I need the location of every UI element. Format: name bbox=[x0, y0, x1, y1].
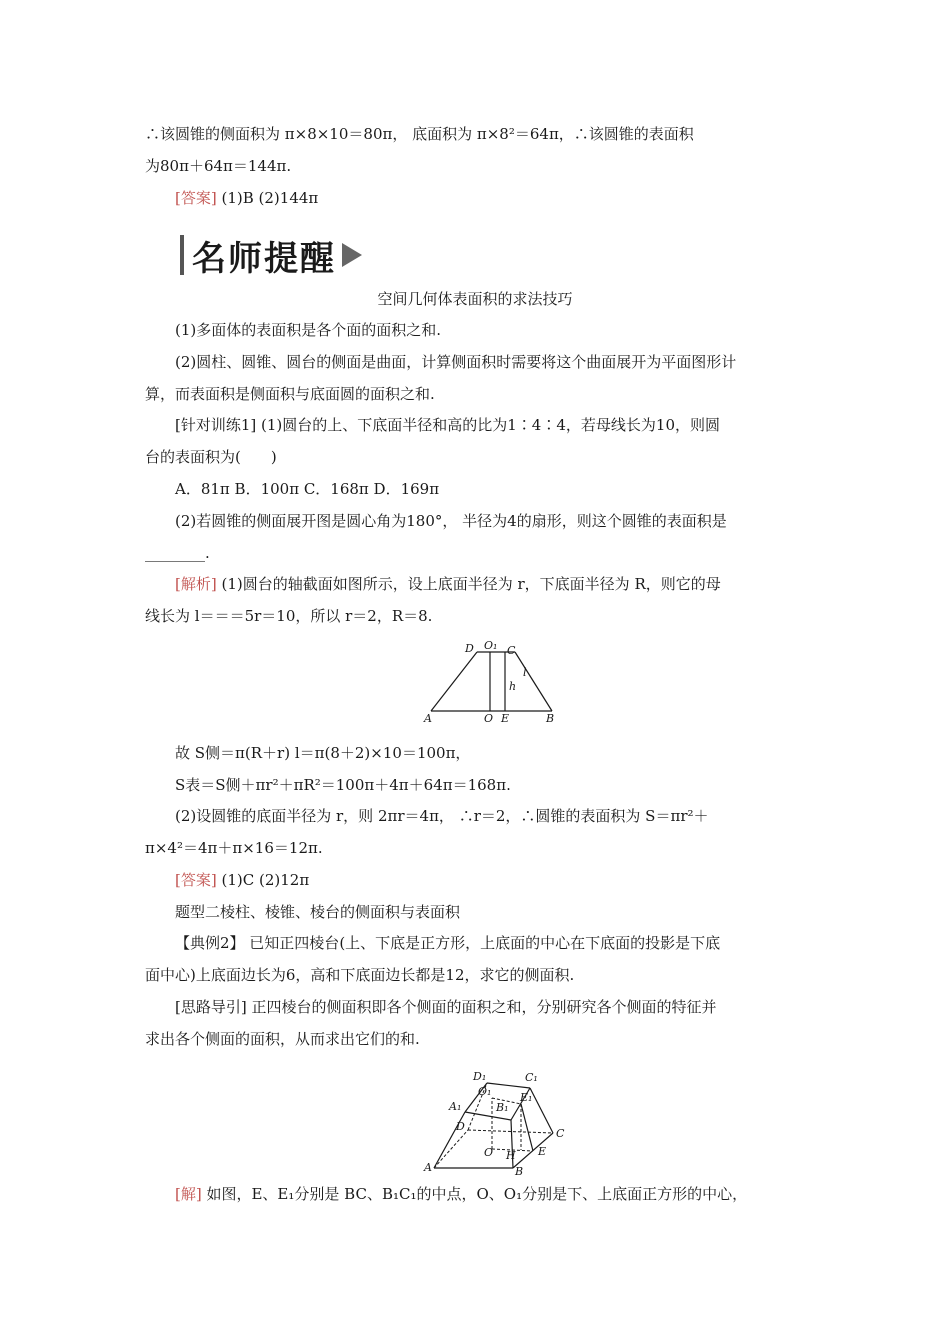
label-B: B bbox=[515, 1165, 524, 1176]
text-line: 线长为 l＝＝＝5r＝10，所以 r＝2，R＝8. bbox=[145, 607, 433, 625]
label-B: B bbox=[546, 712, 555, 725]
label-O: O bbox=[484, 712, 494, 725]
answer-line bbox=[175, 870, 309, 890]
text-line: (2)设圆锥的底面半径为 r，则 2πr＝4π， ∴r＝2，∴圆锥的表面积为 S＝πr²＋ bbox=[175, 807, 709, 825]
edge-ad bbox=[431, 652, 477, 711]
text-line: 面中心)上底面边长为6，高和下底面边长都是12，求它的侧面积. bbox=[145, 966, 575, 984]
edge-dc bbox=[468, 1130, 553, 1133]
label-O: O bbox=[484, 1146, 494, 1159]
choices-line: A．81π B．100π C．168π D．169π bbox=[175, 480, 440, 498]
label-l: l bbox=[523, 666, 527, 679]
formula-line: 故 S侧＝π(R＋r) l＝π(8＋2)×10＝100π， bbox=[175, 744, 471, 762]
text-line: π×4²＝4π＋π×16＝12π. bbox=[145, 839, 323, 857]
answer-tag: [答案] bbox=[175, 871, 217, 889]
solution-text: 如图，E、E₁分别是 BC、B₁C₁的中点，O、O₁分别是下、上底面正方形的中心， bbox=[201, 1185, 748, 1203]
text-line: 【典例2】 已知正四棱台(上、下底是正方形，上底面的中心在下底面的投影是下底 bbox=[175, 934, 721, 952]
text-line: 台的表面积为( ) bbox=[145, 448, 277, 466]
label-D: D bbox=[456, 1120, 465, 1133]
label-A: A bbox=[424, 712, 432, 725]
answer-tag: [答案] bbox=[175, 189, 217, 207]
text-line: 算，而表面积是侧面积与底面圆的面积之和. bbox=[145, 385, 435, 403]
text-line: (1)多面体的表面积是各个面的面积之和. bbox=[175, 321, 442, 339]
text-line: 求出各个侧面的面积，从而求出它们的和. bbox=[145, 1030, 420, 1048]
label-C: C bbox=[556, 1127, 565, 1140]
text-line: ∴该圆锥的侧面积为 π×8×10＝80π， 底面积为 π×8²＝64π，∴该圆锥的表面积 bbox=[145, 125, 694, 143]
edge-cc1 bbox=[530, 1088, 553, 1133]
triangle-arrow-icon bbox=[342, 243, 362, 267]
analysis-tag: [解析] bbox=[175, 575, 217, 593]
analysis-line bbox=[175, 574, 721, 594]
text-line: [针对训练1] (1)圆台的上、下底面半径和高的比为1∶4∶4，若母线长为10，则圆 bbox=[175, 416, 720, 434]
text-line: 为80π＋64π＝144π. bbox=[145, 157, 292, 175]
answer-text: (1)B (2)144π bbox=[216, 189, 319, 207]
solution-tag: [解] bbox=[175, 1185, 202, 1203]
edge-bc bbox=[515, 652, 552, 711]
square-frustum-figure bbox=[420, 1064, 575, 1176]
label-A1: A₁ bbox=[449, 1100, 462, 1113]
solution-line bbox=[175, 1184, 747, 1204]
label-O1: O₁ bbox=[484, 639, 498, 652]
blank-line: ________. bbox=[145, 544, 210, 562]
label-E: E bbox=[501, 712, 510, 725]
edge-d1c1 bbox=[487, 1083, 530, 1088]
label-D: D bbox=[465, 642, 474, 655]
label-h: h bbox=[509, 680, 517, 693]
text-line: (2)圆柱、圆锥、圆台的侧面是曲面，计算侧面积时需要将这个曲面展开为平面图形计 bbox=[175, 353, 737, 371]
label-C1: C₁ bbox=[525, 1071, 538, 1084]
label-O1: O₁ bbox=[478, 1085, 492, 1098]
section-heading bbox=[180, 230, 362, 280]
section-title: 题型二棱柱、棱锥、棱台的侧面积与表面积 bbox=[175, 903, 461, 921]
answer-line bbox=[175, 188, 318, 208]
text-line: (2)若圆锥的侧面展开图是圆心角为180°， 半径为4的扇形，则这个圆锥的表面积是 bbox=[175, 512, 727, 530]
answer-text: (1)C (2)12π bbox=[216, 871, 310, 889]
label-H: H bbox=[506, 1149, 516, 1162]
formula-line: S表＝S侧＋πr²＋πR²＝100π＋4π＋64π＝168π. bbox=[175, 776, 511, 794]
label-B1: B₁ bbox=[496, 1101, 509, 1114]
edge-e-e1 bbox=[521, 1104, 533, 1151]
text-line: [思路导引] 正四棱台的侧面积即各个侧面的面积之和，分别研究各个侧面的特征并 bbox=[175, 998, 717, 1016]
edge-ad bbox=[434, 1130, 468, 1168]
label-D1: D₁ bbox=[473, 1070, 487, 1083]
label-C: C bbox=[507, 644, 516, 657]
frustum-section-figure bbox=[420, 638, 560, 726]
subheading: 空间几何体表面积的求法技巧 bbox=[377, 290, 573, 308]
label-E: E bbox=[538, 1145, 547, 1158]
heading-bar bbox=[180, 235, 184, 275]
analysis-text: (1)圆台的轴截面如图所示，设上底面半径为 r，下底面半径为 R，则它的母 bbox=[216, 575, 721, 593]
label-E1: E₁ bbox=[520, 1091, 533, 1104]
label-A: A bbox=[424, 1161, 432, 1174]
heading-title: 名师提醒 bbox=[192, 238, 336, 279]
